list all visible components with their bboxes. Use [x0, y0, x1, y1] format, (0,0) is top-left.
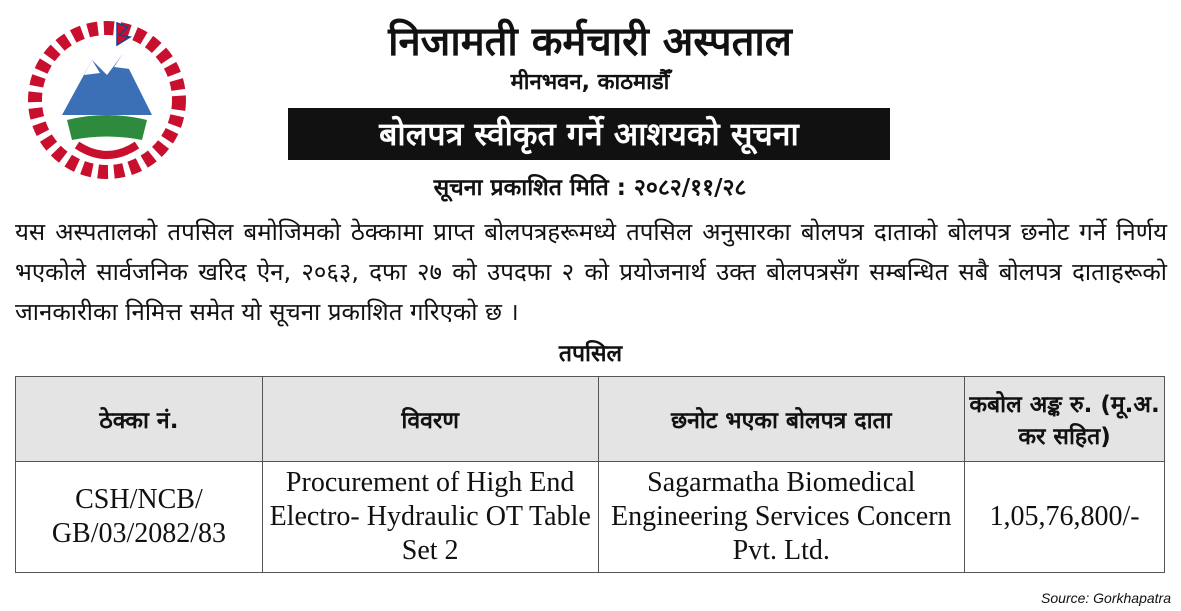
section-heading: तपसिल [558, 341, 623, 367]
amount: 1,05,76,800/- [965, 462, 1165, 573]
notice-paragraph: यस अस्पतालको तपसिल बमोजिमको ठेक्कामा प्राप्त बोलपत्रहरूमध्ये तपसिल अनुसारका बोलपत्र दाताको बोलपत्र छनोट गर्ने निर्णय भएकोले सार्वजनिक खरिद ऐन, २०६३, दफा २७ को उपदफा २ को प्रयोजनार्थ उक्त बोलपत्रसँग सम्बन्धित सबै बोलपत्र दाताहरूको जानकारीका निमित्त समेत यो सूचना प्रकाशित गरिएको छ । [15, 218, 1167, 326]
table-row [16, 462, 1165, 573]
nepal-emblem-logo [22, 15, 192, 180]
award-table [15, 376, 1165, 573]
col-description: विवरण [262, 377, 598, 462]
col-bidder: छनोट भएका बोलपत्र दाता [598, 377, 965, 462]
source-credit: Source: Gorkhapatra [1041, 590, 1171, 606]
hospital-address: मीनभवन, काठमाडौँ [510, 70, 670, 95]
hospital-title: निजामती कर्मचारी अस्पताल [388, 19, 792, 65]
description: Procurement of High End Electro- Hydraulic OT Table Set 2 [262, 462, 598, 573]
bidder: Sagarmatha Biomedical Engineering Services Concern Pvt. Ltd. [598, 462, 965, 573]
col-contract-no: ठेक्का नं. [16, 377, 263, 462]
table-header-row [16, 377, 1165, 462]
col-amount: कबोल अङ्क रु. (मू.अ. कर सहित) [965, 377, 1165, 462]
contract-no: CSH/NCB/ GB/03/2082/83 [16, 462, 263, 573]
notice-banner: बोलपत्र स्वीकृत गर्ने आशयको सूचना [288, 108, 890, 160]
publish-date: सूचना प्रकाशित मिति : २०८२/११/२८ [433, 175, 747, 201]
